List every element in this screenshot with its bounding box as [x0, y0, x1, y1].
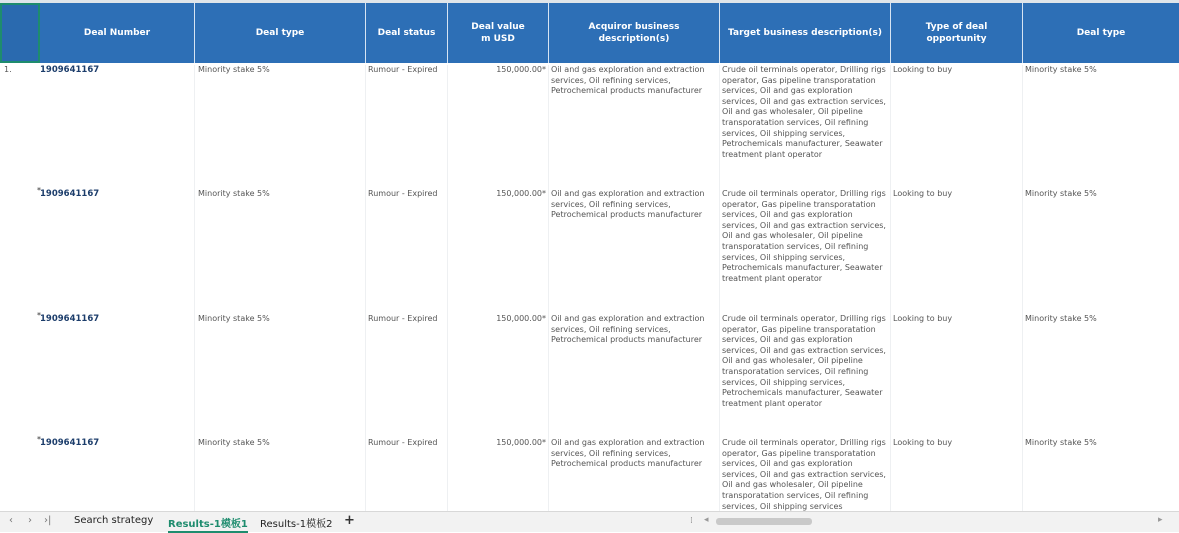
scroll-left-icon[interactable]: ◂ [704, 515, 709, 525]
acquiror-description-cell: Oil and gas exploration and extraction services, Oil refining services, Petrochemical products manufacturer [549, 314, 720, 439]
deal-number-link[interactable]: 1909641167 [38, 314, 195, 439]
deal-opportunity-cell: Looking to buy [891, 438, 1023, 511]
target-description-cell: Crude oil terminals operator, Drilling rigs operator, Gas pipeline transporatation services, Oil and gas exploration services, Oil and gas extraction services, Oil and gas wholesaler, Oil pipeline transporatation services, Oil refining services, Oil shipping services, Petrochemicals manufacturer, Seawater treatment plant operator [720, 314, 891, 439]
add-sheet-icon[interactable]: + [344, 513, 355, 528]
deal-status-cell: Rumour - Expired [366, 438, 448, 511]
prev-sheet-icon[interactable]: ‹ [9, 515, 13, 526]
header-deal-type[interactable]: Deal type [195, 3, 366, 63]
table-row[interactable] [0, 186, 1179, 314]
row-marker: * [37, 435, 41, 444]
deal-number-link[interactable]: 1909641167 [38, 189, 195, 314]
deal-type-2-cell: Minority stake 5% [1025, 65, 1097, 74]
scroll-split-icon[interactable]: ⁞ [690, 516, 693, 526]
header-deal-number[interactable]: Deal Number [40, 3, 195, 63]
row-marker: * [37, 186, 41, 195]
deal-type-cell: Minority stake 5% [195, 189, 366, 314]
deal-opportunity-cell: Looking to buy [891, 65, 1023, 190]
target-description-cell: Crude oil terminals operator, Drilling rigs operator, Gas pipeline transporatation services, Oil and gas exploration services, Oil and gas extraction services, Oil and gas wholesaler, Oil pipeline transporatation services, Oil refining services, Oil shipping services, Petrochemicals manufacturer, Seawater treatment plant operator [720, 65, 891, 190]
scroll-right-icon[interactable]: ▸ [1158, 515, 1163, 525]
deal-type-2-cell: Minority stake 5% [1025, 314, 1097, 323]
deal-opportunity-cell: Looking to buy [891, 314, 1023, 439]
acquiror-description-cell: Oil and gas exploration and extraction services, Oil refining services, Petrochemical products manufacturer [549, 65, 720, 190]
deal-type-cell: Minority stake 5% [195, 438, 366, 511]
target-description-cell: Crude oil terminals operator, Drilling rigs operator, Gas pipeline transporatation services, Oil and gas exploration services, Oil and gas extraction services, Oil and gas wholesaler, Oil pipeline transporatation services, Oil refining services, Oil shipping services, Petrochemicals manufacturer, Seawater treatment plant operator [720, 189, 891, 314]
sheet-tab-bar [0, 511, 1179, 532]
deal-type-2-cell: Minority stake 5% [1025, 438, 1097, 447]
deal-type-cell: Minority stake 5% [195, 314, 366, 439]
deal-number-link[interactable]: 1909641167 [38, 438, 195, 511]
header-deal-opportunity[interactable]: Type of deal opportunity [891, 3, 1023, 63]
header-target-description[interactable]: Target business description(s) [720, 3, 891, 63]
row-number: 1. [4, 65, 12, 74]
target-description-cell: Crude oil terminals operator, Drilling rigs operator, Gas pipeline transporatation services, Oil and gas exploration services, Oil and gas extraction services, Oil and gas wholesaler, Oil pipeline transporatation services, Oil refining services, Oil shipping services [720, 438, 891, 511]
table-row[interactable] [0, 435, 1179, 511]
table-header [0, 3, 1179, 63]
tab-results-1[interactable]: Results-1模板1 [168, 515, 248, 533]
header-deal-status[interactable]: Deal status [366, 3, 448, 63]
acquiror-description-cell: Oil and gas exploration and extraction services, Oil refining services, Petrochemical products manufacturer [549, 189, 720, 314]
deal-value-cell: 150,000.00* [448, 438, 549, 511]
header-acquiror-description[interactable]: Acquiror business description(s) [549, 3, 720, 63]
acquiror-description-cell: Oil and gas exploration and extraction services, Oil refining services, Petrochemical products manufacturer [549, 438, 720, 511]
tab-search-strategy[interactable]: Search strategy [74, 515, 154, 526]
row-marker: * [37, 311, 41, 320]
deal-number-link[interactable]: 1909641167 [38, 65, 195, 190]
deal-value-cell: 150,000.00* [448, 189, 549, 314]
horizontal-scrollbar-thumb[interactable] [716, 518, 812, 525]
table-row[interactable] [0, 65, 1179, 190]
last-sheet-icon[interactable]: ›| [44, 515, 52, 526]
deal-value-cell: 150,000.00* [448, 314, 549, 439]
next-sheet-icon[interactable]: › [28, 515, 32, 526]
table-row[interactable] [0, 311, 1179, 439]
deal-type-cell: Minority stake 5% [195, 65, 366, 190]
results-grid [0, 3, 1179, 511]
deal-status-cell: Rumour - Expired [366, 65, 448, 190]
header-deal-value[interactable]: Deal value m USD [448, 3, 549, 63]
deal-value-cell: 150,000.00* [448, 65, 549, 190]
deal-status-cell: Rumour - Expired [366, 189, 448, 314]
deal-status-cell: Rumour - Expired [366, 314, 448, 439]
header-select-cell[interactable] [0, 3, 40, 63]
deal-type-2-cell: Minority stake 5% [1025, 189, 1097, 198]
tab-results-2[interactable]: Results-1模板2 [260, 519, 333, 530]
header-deal-type-2[interactable]: Deal type [1076, 28, 1126, 38]
deal-opportunity-cell: Looking to buy [891, 189, 1023, 314]
